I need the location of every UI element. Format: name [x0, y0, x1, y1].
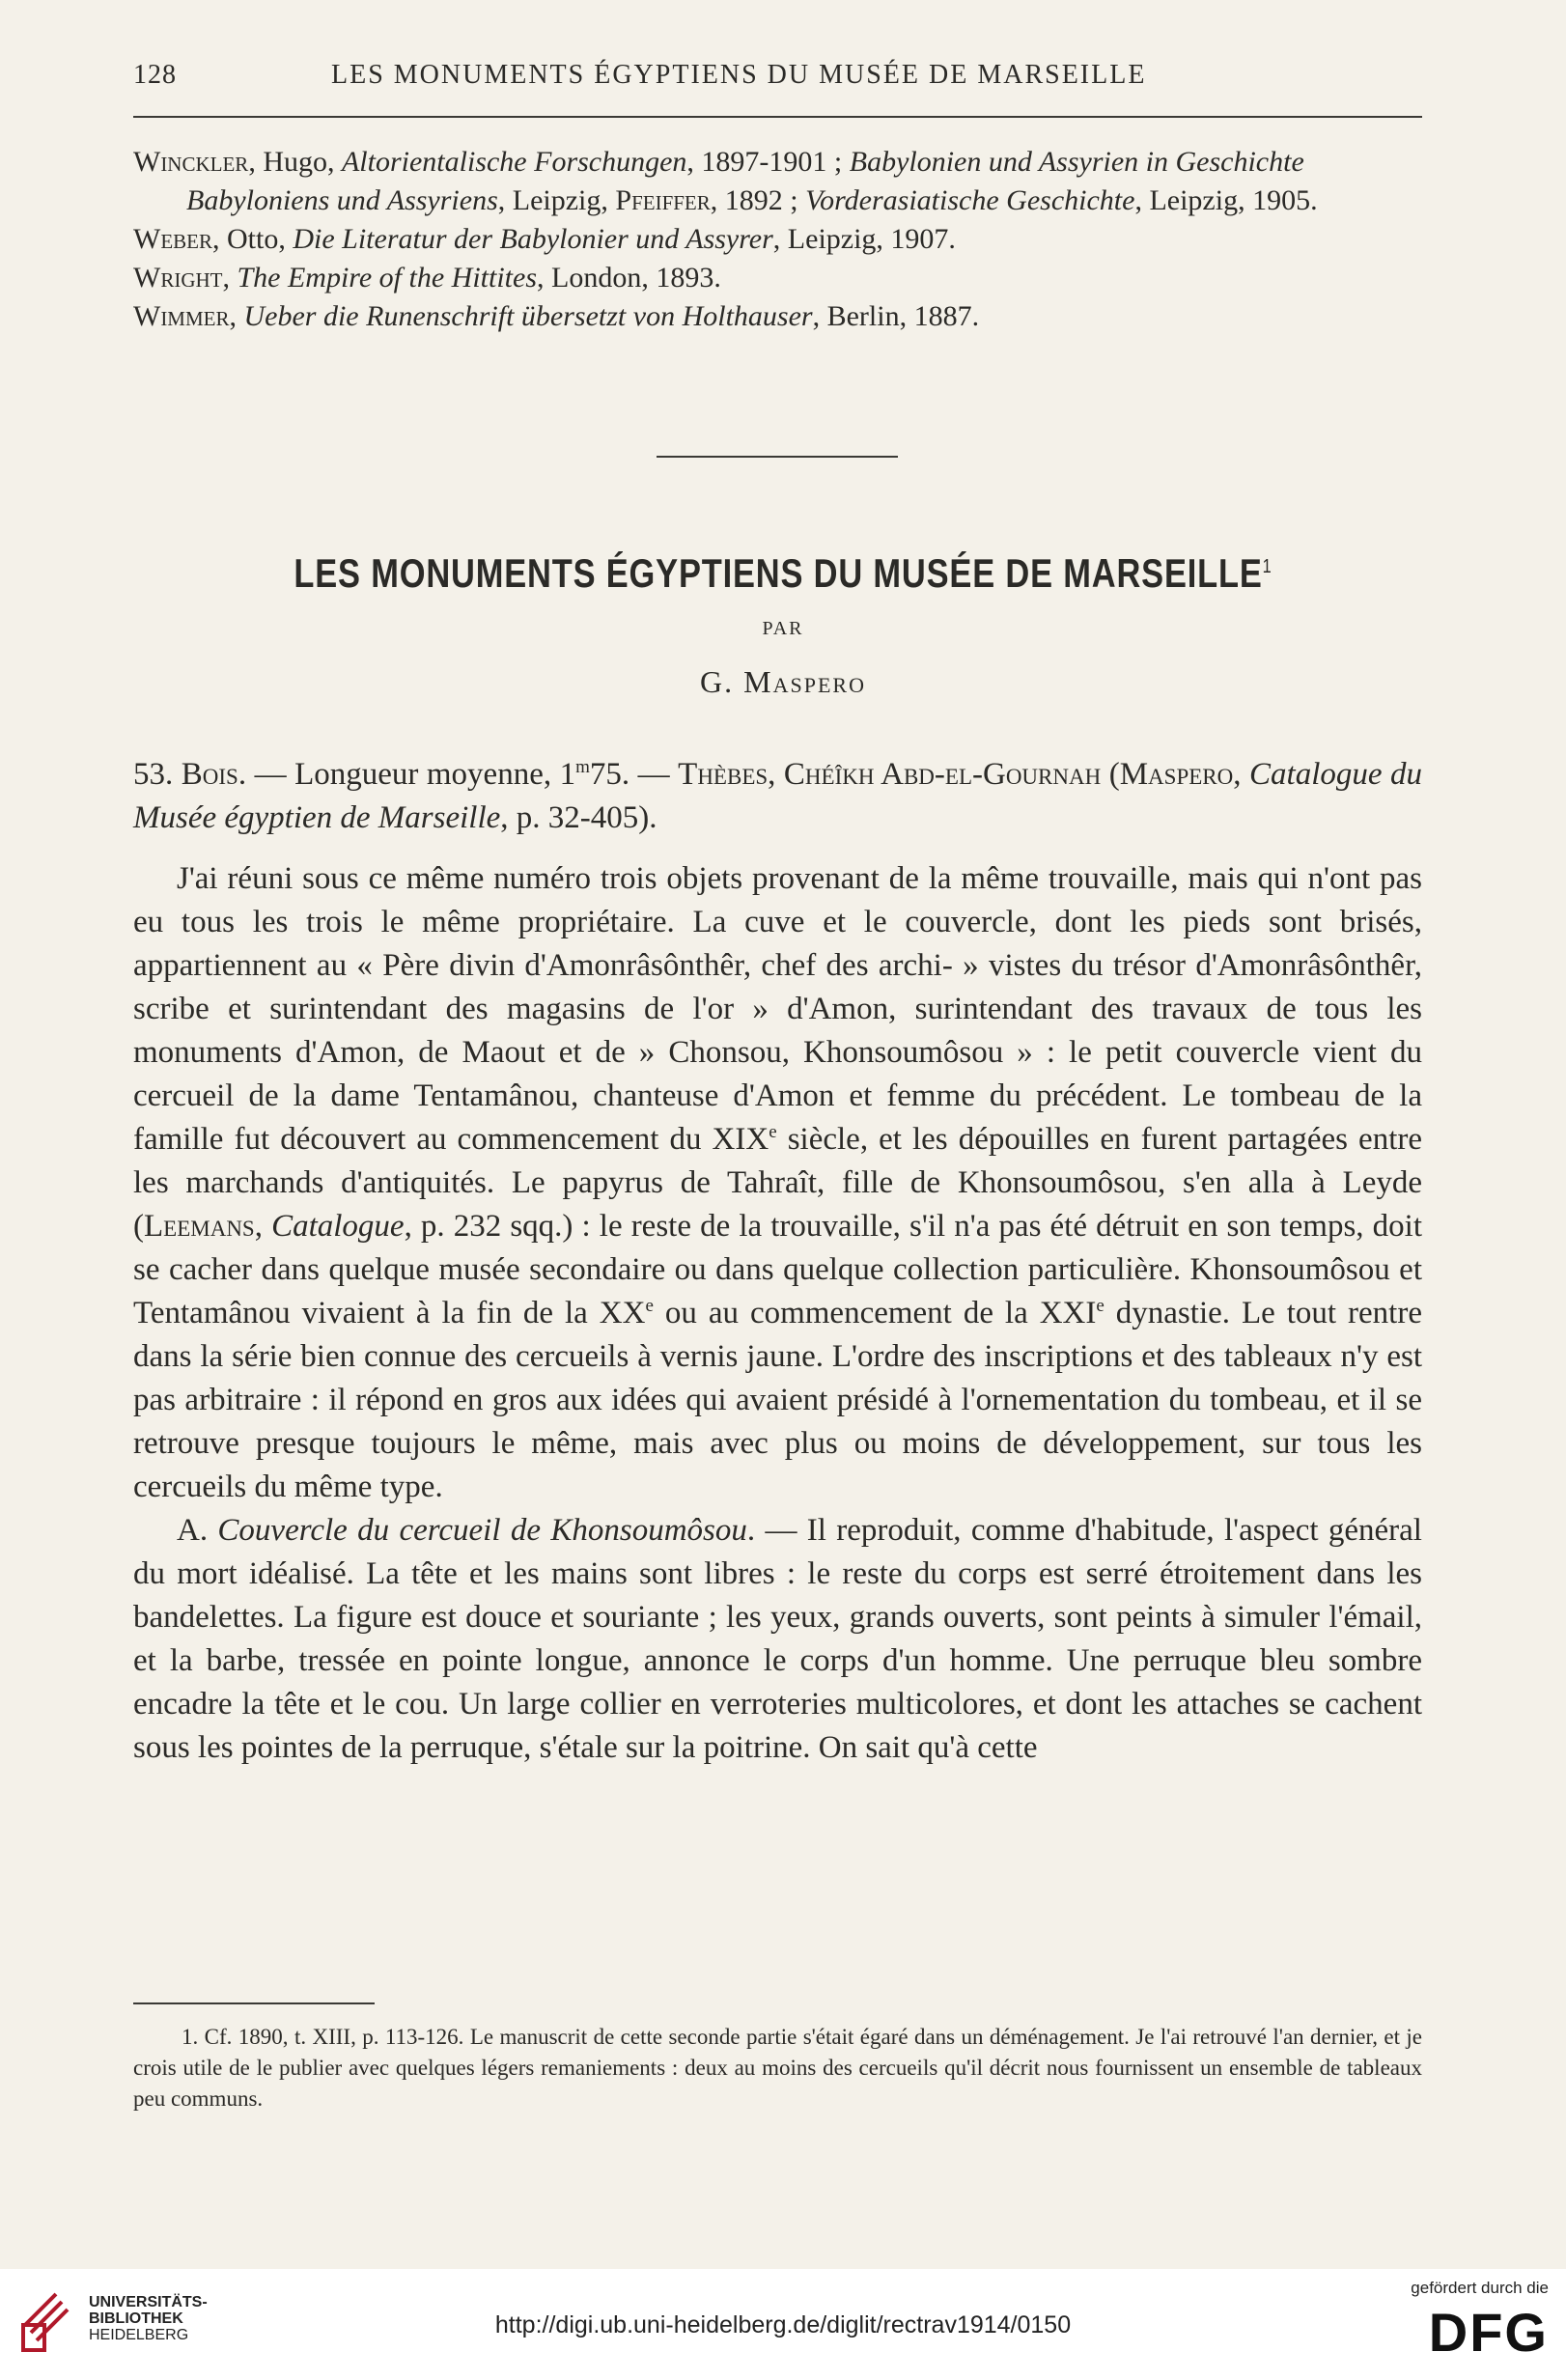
footnote-marker: 1: [1262, 556, 1272, 577]
entry-material: Bois: [181, 757, 238, 792]
bib-author: Weber: [133, 223, 212, 255]
footer-bar: [0, 2269, 1566, 2380]
bib-text: , London, 1893.: [537, 262, 721, 294]
entry-ref-title: Catalogue du Musée égyptien de Marseille: [133, 757, 1423, 835]
bib-text: , Leipzig, 1905.: [1134, 184, 1318, 216]
paragraph-text: J'ai réuni sous ce même numéro trois objets provenant de la même trouvaille, mais qui n'ont pas eu tous les trois le même propriétaire. La cuve et le couvercle, dont les pieds sont brisés, appartiennent au « Père divin d'Amonrâsônthêr, chef des archi- » vistes du trésor d'Amonrâsônthêr, scribe et surintendant des magasins de l'or » d'Amon, surintendant des travaux de tous les monuments d'Amon, de Maout et de » Chonsou, Khonsoumôsou » : le petit couvercle vient du cercueil de la dame Tentamânou, chanteuse d'Amon et femme du précédent. Le tombeau de la famille fut découvert au commencement du XIX: [133, 861, 1422, 1157]
paragraph: [133, 1509, 1422, 1770]
footnote-rule: [133, 2002, 375, 2004]
entry-text: . — Longueur moyenne, 1: [238, 757, 576, 792]
article-title-text: LES MONUMENTS ÉGYPTIENS DU MUSÉE DE MARSEILLE: [294, 550, 1263, 596]
bib-text: , 1897-1901 ;: [686, 146, 850, 178]
superscript: e: [769, 1122, 777, 1142]
bibliography-entry: [133, 259, 1422, 297]
university-name-line: BIBLIOTHEK: [89, 2310, 183, 2327]
byline-par: PAR: [762, 618, 804, 639]
bib-text: , Leipzig,: [497, 184, 616, 216]
bibliography-entry: [133, 143, 1422, 220]
superscript: e: [1096, 1296, 1105, 1316]
bib-text: , Berlin, 1887.: [812, 300, 980, 332]
header-rule: [133, 116, 1422, 118]
bib-title: The Empire of the Hittites: [237, 262, 538, 294]
bib-title: Altorientalische Forschungen: [341, 146, 687, 178]
paragraph-text: A.: [177, 1513, 218, 1548]
paragraph-text: siècle, et les dépouilles en furent partagées entre les marchands d'antiquités. Le papyrus de Tahraît, fille de Khonsoumôsou, s'en alla à Leyde (: [133, 1122, 1423, 1244]
paragraph-text: , p. 232 sqq.) : le reste de la trouvaille, s'il n'a pas été détruit en son temps, doit se cacher dans quelque musée secondaire ou dans quelque collection particulière. Khonsoumôsou et Tentamânou vivaient à la fin de la XX: [133, 1209, 1422, 1330]
entry-number: 53.: [133, 757, 182, 792]
entry-text: ,: [1233, 757, 1250, 792]
bib-text: , Hugo,: [248, 146, 342, 178]
paragraph-text: ou au commencement de la XXI: [653, 1296, 1097, 1330]
bib-title: Die Literatur der Babylonier und Assyrer: [293, 223, 773, 255]
entry-53-heading: [133, 753, 1422, 840]
superscript: e: [645, 1296, 654, 1316]
dfg-logo: DFG: [1428, 2302, 1549, 2363]
section-divider: [657, 456, 898, 458]
bib-text: , Leipzig, 1907.: [772, 223, 956, 255]
bib-text: , 1892 ;: [710, 184, 806, 216]
bib-author: Winckler: [133, 146, 249, 178]
paragraph-text: . — Il reproduit, comme d'habitude, l'aspect général du mort idéalisé. La tête et les mains sont libres : le reste du corps est serré étroitement dans les bandelettes. La figure est douce et souriante ; les yeux, grands ouverts, sont peints à simuler l'émail, et la barbe, tressée en pointe longue, annonce le corps d'un homme. Une perruque bleu sombre encadre la tête et le cou. Un large collier en verroteries multicolores, et dont les attaches se cachent sous les pointes de la perruque, s'étale sur la poitrine. On sait qu'à cette: [133, 1513, 1422, 1765]
bib-author: Wimmer: [133, 300, 230, 332]
bib-author: Wright: [133, 262, 223, 294]
bibliography-entry: [133, 297, 1422, 336]
bib-text: ,: [222, 262, 238, 294]
running-title: LES MONUMENTS ÉGYPTIENS DU MUSÉE DE MARSEILLE: [331, 60, 1147, 90]
entry-text: (: [1101, 757, 1120, 792]
paragraph-text: dynastie. Le tout rentre dans la série bien connue des cercueils à vernis jaune. L'ordre des inscriptions et des tableaux n'y est pas arbitraire : il répond en gros aux idées qui avaient présidé à l'ornementation du tombeau, et il se retrouve presque toujours le même, mais avec plus ou moins de développement, sur tous les cercueils du même type.: [133, 1296, 1422, 1504]
sponsor-note: gefördert durch die: [1411, 2279, 1549, 2297]
bibliography: [133, 143, 1422, 336]
subsection-heading: Couvercle du cercueil de Khonsoumôsou: [217, 1513, 747, 1548]
article-body: [133, 753, 1422, 1770]
university-name-line: HEIDELBERG: [89, 2327, 189, 2343]
ref-author: Leemans: [144, 1209, 255, 1244]
bibliography-entry: [133, 220, 1422, 259]
paragraph-text: ,: [254, 1209, 272, 1244]
article-title: [141, 550, 1425, 597]
ref-title: Catalogue: [271, 1209, 405, 1244]
entry-ref-author: Maspero: [1119, 757, 1234, 792]
footnote: [133, 2022, 1422, 2114]
paragraph: [133, 857, 1422, 1509]
page-number: 128: [133, 60, 177, 90]
footnote-text: 1. Cf. 1890, t. XIII, p. 113-126. Le manuscrit de cette seconde partie s'était égaré dans un déménagement. Je l'ai retrouvé l'an dernier, et je crois utile de le publier avec quelques légers remaniements : deux au moins des cercueils qu'il décrit nous fournissent un ensemble de tableaux peu communs.: [133, 2025, 1422, 2111]
bib-text: ,: [229, 300, 244, 332]
bib-publisher: Pfeiffer: [615, 184, 711, 216]
bib-text: , Otto,: [211, 223, 294, 255]
article-author: G. Maspero: [700, 664, 866, 699]
entry-place: Thèbes, Chéîkh Abd-el-Gournah: [678, 757, 1102, 792]
university-name-line: UNIVERSITÄTS-: [89, 2294, 208, 2310]
source-url-link[interactable]: http://digi.ub.uni-heidelberg.de/diglit/rectrav1914/0150: [494, 2311, 1072, 2338]
bib-title: Vorderasiatische Geschichte: [805, 184, 1135, 216]
bib-title: Ueber die Runenschrift übersetzt von Holthauser: [243, 300, 813, 332]
entry-text: 75. —: [589, 757, 679, 792]
entry-text: , p. 32-405).: [500, 800, 657, 835]
bib-title: Babylonien und Assyrien in Geschichte Babyloniens und Assyriens: [186, 146, 1304, 216]
entry-unit: m: [575, 757, 590, 777]
